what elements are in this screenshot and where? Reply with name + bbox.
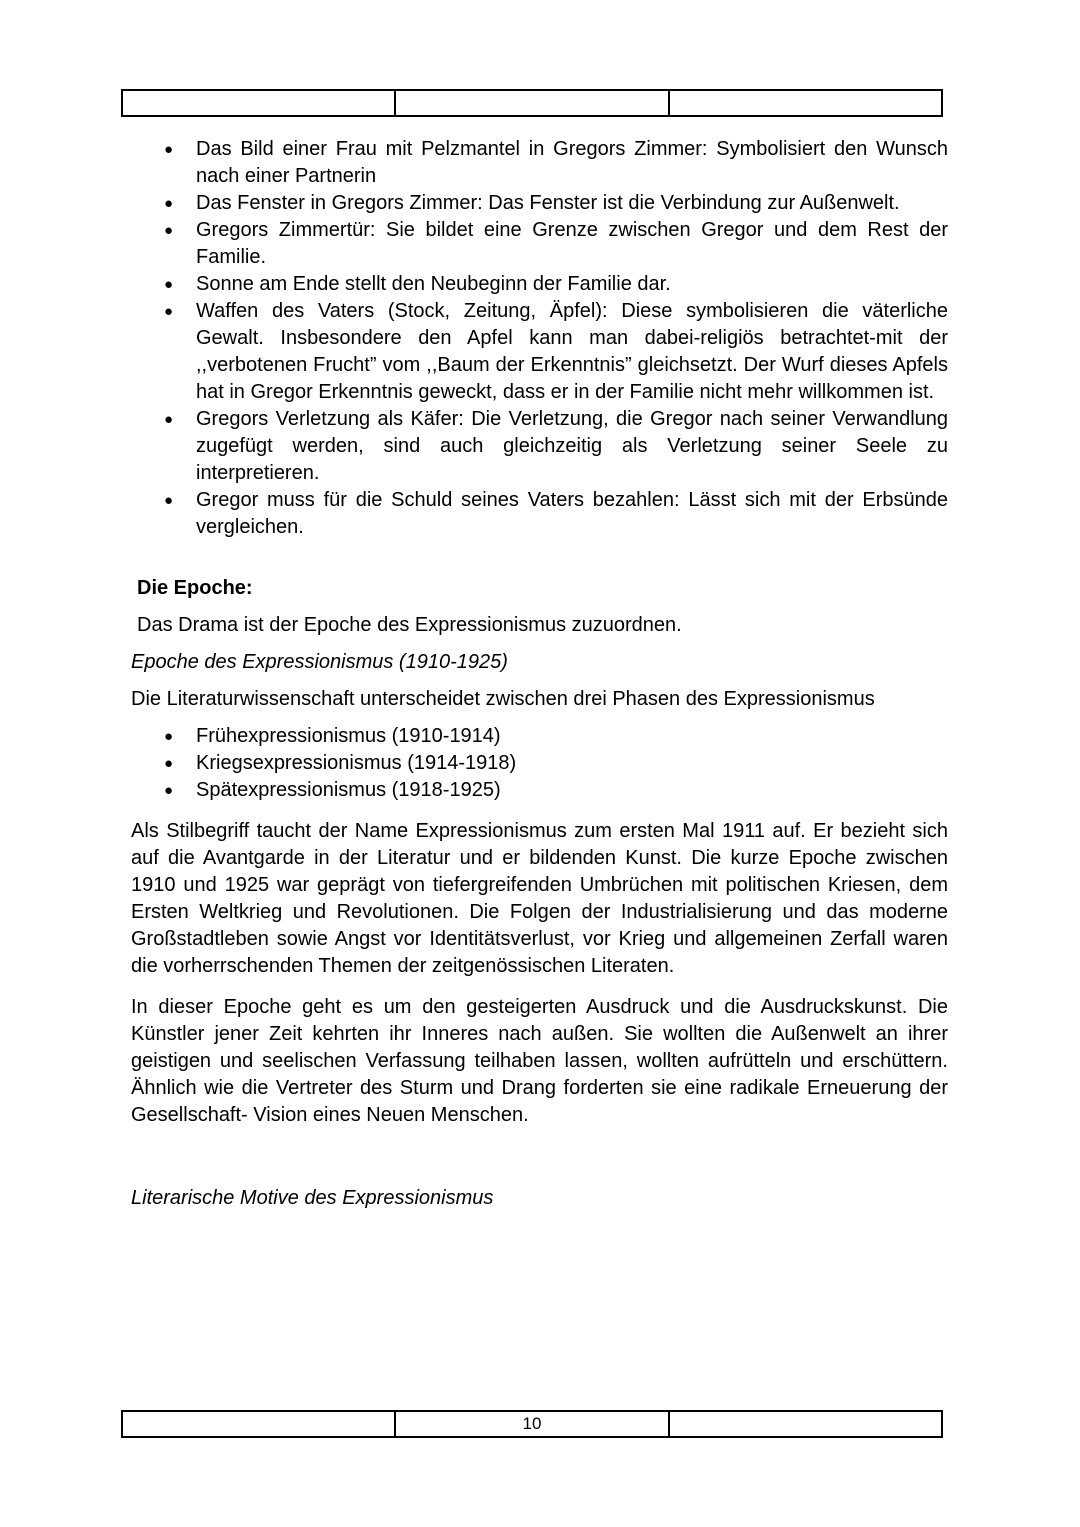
list-item: ● Sonne am Ende stellt den Neubeginn der Familie dar. <box>196 271 948 298</box>
footer-table <box>121 1410 943 1438</box>
list-item: ● Gregors Verletzung als Käfer: Die Verletzung, die Gregor nach seiner Verwandlung zugefügt werden, sind auch gleichzeitig als Verletzung seiner Seele zu interpretieren. <box>196 406 948 487</box>
phases-intro: Die Literaturwissenschaft unterscheidet zwischen drei Phasen des Expressionismus <box>131 688 875 710</box>
list-item: ● Waffen des Vaters (Stock, Zeitung, Äpfel): Diese symbolisieren die väterliche Gewalt. Insbesondere den Apfel kann man dabei-religiös betrachtet-mit der ,,verbotenen Frucht” vom ,,Baum der Erkenntnis” gleichsetzt. Der Wurf dieses Apfels hat in Gregor Erkenntnis geweckt, dass er in der Familie nicht mehr willkommen ist. <box>196 298 948 406</box>
list-item: ● Gregors Zimmertür: Sie bildet eine Grenze zwischen Gregor und dem Rest der Familie. <box>196 217 948 271</box>
footer-cell-right <box>670 1412 941 1436</box>
header-cell-right <box>670 91 941 115</box>
page-number: 10 <box>396 1412 669 1436</box>
header-table <box>121 89 943 117</box>
footer-cell-left <box>123 1412 396 1436</box>
phase-list <box>131 723 948 804</box>
symbol-list <box>131 136 948 541</box>
motives-title: Literarische Motive des Expressionismus <box>131 1187 494 1209</box>
header-cell-left <box>123 91 396 115</box>
epoch-intro: Das Drama ist der Epoche des Expressionismus zuzuordnen. <box>137 614 682 636</box>
list-item: ● Spätexpressionismus (1918-1925) <box>196 777 948 804</box>
epoch-subtitle: Epoche des Expressionismus (1910-1925) <box>131 651 508 673</box>
list-item: ● Frühexpressionismus (1910-1914) <box>196 723 948 750</box>
list-item: ● Das Fenster in Gregors Zimmer: Das Fenster ist die Verbindung zur Außenwelt. <box>196 190 948 217</box>
list-item: ● Kriegsexpressionismus (1914-1918) <box>196 750 948 777</box>
list-item: ● Das Bild einer Frau mit Pelzmantel in Gregors Zimmer: Symbolisiert den Wunsch nach einer Partnerin <box>196 136 948 190</box>
epoch-paragraph-1: Als Stilbegriff taucht der Name Expressionismus zum ersten Mal 1911 auf. Er bezieht sich auf die Avantgarde in der Literatur und er bildenden Kunst. Die kurze Epoche zwischen 1910 und 1925 war geprägt von tiefergreifenden Umbrüchen mit politischen Kriesen, dem Ersten Weltkrieg und Revolutionen. Die Folgen der Industrialisierung und das moderne Großstadtleben sowie Angst vor Identitätsverlust, vor Krieg und allgemeinen Zerfall waren die vorherrschenden Themen der zeitgenössischen Literaten. <box>131 820 948 977</box>
epoch-heading: Die Epoche: <box>137 577 253 599</box>
epoch-paragraph-2: In dieser Epoche geht es um den gesteigerten Ausdruck und die Ausdruckskunst. Die Künstler jener Zeit kehrten ihr Inneres nach außen. Sie wollten die Außenwelt an ihrer geistigen und seelischen Verfassung teilhaben lassen, wollten aufrütteln und erschüttern. Ähnlich wie die Vertreter des Sturm und Drang forderten sie eine radikale Erneuerung der Gesellschaft- Vision eines Neuen Menschen. <box>131 996 948 1126</box>
page-content <box>131 136 948 1212</box>
list-item: ● Gregor muss für die Schuld seines Vaters bezahlen: Lässt sich mit der Erbsünde vergleichen. <box>196 487 948 541</box>
header-cell-center <box>396 91 669 115</box>
